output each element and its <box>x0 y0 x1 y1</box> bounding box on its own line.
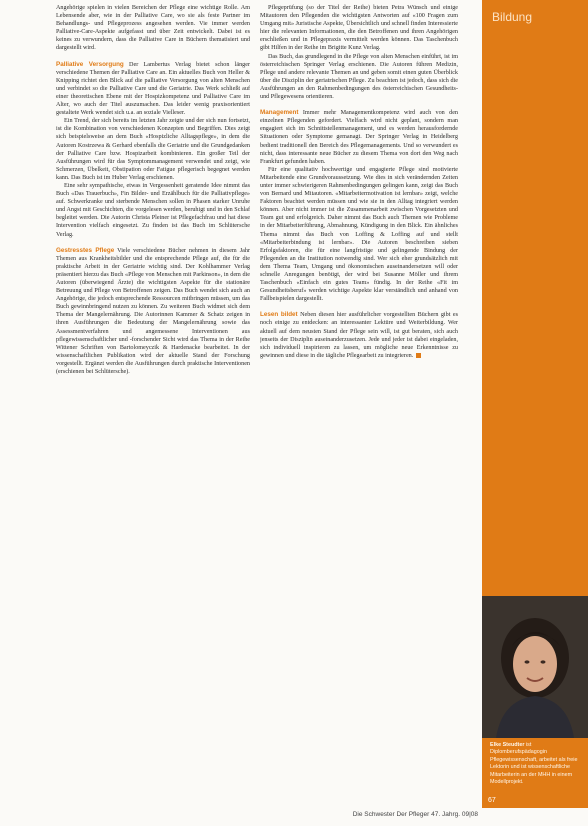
section-reading <box>260 311 458 360</box>
author-portrait <box>482 596 588 738</box>
article-column-left <box>56 4 250 804</box>
portrait-illustration-icon <box>482 596 588 738</box>
article-column-right <box>260 4 458 804</box>
paragraph-reading: Neben diesen hier ausführlicher vorgestellten Büchern gibt es noch einige zu entdecken: an interessanter Lektüre und Weiterbildung. Wer aktuell auf dem neusten Stand der Pflege sein will, ist gut beraten, sich auch jenseits der Disziplin auseinanderzusetzen. Jede und jeder ist dabei eingeladen, sich individuell inspirieren zu lassen, um mögliche neue Erkenntnisse zu gewinnen und diese in die tägliche Pflegearbeit zu integrieren. <box>260 312 458 359</box>
page-number: 67 <box>488 797 496 804</box>
paragraph-austria: Das Buch, das grundlegend in die Pflege von alten Menschen einführt, ist im österreichischen Springer Verlag erschienen. Die Autoren führen Medizin, Pflege und andere relevante Themen an und geben somit einen guten Überblick über die Disziplin der geriatrischen Pflege. Zu beachten ist jedoch, dass sich die Ausführungen an den Rahmenbedingungen des österreichischen Gesundheits- und Pflegewesens orientieren. <box>260 53 458 101</box>
paragraph-palliative: Der Lambertus Verlag bietet schon länger verschiedene Themen der Palliative Care an. Ein aktuelles Buch von Heller & Knipping richtet den Blick auf die palliative Versorgung von alten Menschen und verbindet so die Palliative Care und die Geriatrie. Das Werk schließt auf einer theoretischen Ebene mit der Hospizkompetenz und Palliative Care im Alter, wo auch der Titel auszumachen. Das leider wenig praxisorientiert gestaltete Werk wendet sich u.a. an soziale Vielleser. <box>56 61 250 117</box>
paragraph-trauerbuch: Eine sehr sympathische, etwas in Vergessenheit geratende Idee nimmt das Buch «Das Trauerbuch», Fin Bilder- und Erzählbuch für die Palliativpflege» auf. Schwerkranke und sterbende Menschen sollen in Phasen starker Unruhe und Angst mit Geschichten, die vorgelesen werden, beruhigt und in den Schlaf begleitet werden. Die Autorin Christa Pleiner ist Pflegefachfrau und hat diese Intervention vielfach eingesetzt. Zu finden ist das Buch im Schlütersche Verlag. <box>56 182 250 238</box>
paragraph-legal: Pflegeprüfung (so der Titel der Reihe) bieten Petra Wünsch und einige Mitautoren den Pflegenden die wichtigsten Antworten auf «100 Fragen zum Umgang mit» Juristische Aspekte, Übersichtlich und schnell finden Interessierte hier die relevanten Informationen, die den Betroffenen und ihren Angehörigen erschließen und in Pflegepraxis vermittelt werden können. Das Taschenbuch gibt Hilfen in der Reihe im Brigitte Kunz Verlag. <box>260 5 458 52</box>
paragraph-management: Immer mehr Managementkompetenz wird auch von den einzelnen Pflegenden gefordert. Vielfach wird nicht geplant, sondern man engagiert sich im Schnittstellenmanagement, und es werden herausfordernde Situationen oder Symptome gemanagt. Der Springer Verlag in Heidelberg bedient traditionell den Bereich des Pflegemanagements. Und so verwundert es nicht, dass interessante neue Bücher zu diesem Thema von dort den Weg nach Frankfurt gefunden haben. <box>260 110 458 165</box>
paragraph-geriatric: Viele verschiedene Bücher nehmen in diesem Jahr Themen aus Krankheitsbilder und die entsprechende Pflege auf, die für die praktische Arbeit in der Geriatrie wichtig sind. Der Kohlhammer Verlag präsentiert hierzu das Buch «Pflege von Menschen mit Parkinson», in dem die Autoren (überwiegend Ärzte) die wichtigsten Aspekte für die stationäre Betreuung und Pflege von Betroffenen zeigen. Das Buch wendet sich auch an Angehörige, die jedoch entsprechende Ressourcen mitbringen müssen, um das Buch gewinnbringend nutzen zu können. Zu weiteren Buch widmet sich dem Thema der Mangelernährung. Die Autorinnen Kammer & Schatz zeigen in ihren Ausführungen die Bedeutung der Mangelernährung sowie das Assessmentverfahren und angemessene Interventionen aus pflegewissenschaftlicher und -forschender Sicht wird das Thema in der Reihe Wittener Schriften von Bartolomeyczik & Hardenacke bearbeitet. In der wissenschaftlichen Publikation wird der aktuelle Stand der Forschung vorgestellt. Ergänzt werden die Ausführungen durch praktische Interventionen (erschienen bei Schlütersche). <box>56 247 250 376</box>
end-mark-icon <box>416 353 421 358</box>
keyword-management: Management <box>260 109 299 117</box>
intro-paragraph: Angehörige spielen in vielen Bereichen der Pflege eine wichtige Rolle. Am Lebensende aber, wie in der Palliative Care, wo sie als feste Partner im Behandlungs- und Pflegeprozess angesehen werden. Vie immer werden Palliative-Care-Aspekte aufgefasst und über Zeit entwickelt. Dabei ist es keines zu verwundern, dass die Palliative Care in Büchern thematisiert und dargestellt wird. <box>56 5 250 52</box>
section-title: Bildung <box>492 10 533 24</box>
keyword-palliative: Palliative Versorgung <box>56 60 124 68</box>
section-geriatric-care <box>56 247 250 377</box>
author-caption <box>490 742 582 786</box>
page-footer: Die Schwester Der Pfleger 47. Jahrg. 09|08 <box>352 811 478 818</box>
section-sidebar <box>482 0 588 808</box>
section-palliative <box>56 61 250 118</box>
author-name: Elke Steudter <box>490 742 525 748</box>
author-bio: ist Diplomberufspädagogin Pflegewissenschaft, arbeitet als freie Lektorin und ist wissenschaftliche Mitarbeiterin an der MHH in einem Modellprojekt. <box>490 742 578 786</box>
keyword-geriatric: Gestresstes Pflege <box>56 246 115 254</box>
paragraph-trend: Ein Trend, der sich bereits im letzten Jahr zeigte und der sich nun fortsetzt, ist die Kombination von verschiedenen Konzepten und Begriffen. Dies zeigt sich beispielsweise an dem Buch «Hospizliche Alltagspflege», in dem die Autoren Kostrzewa & Gerhard ebenfalls die Geriatrie und die Grundgedanken der Palliative Care bzw. Hospizarbeit kombinieren. Ein großer Teil der Ausführungen wird für das Symptommanagement verwendet und zeigt, wie Schmerzen, Übelkeit, Obstipation oder Fatigue pflegerisch begegnet werden kann. Das Buch ist im Huber Verlag erschienen. <box>56 118 250 181</box>
keyword-reading: Lesen bildet <box>260 311 298 319</box>
section-management <box>260 109 458 166</box>
paragraph-motivation: Für eine qualitativ hochwertige und engagierte Pflege sind motivierte Mitarbeitende eine Grundvoraussetzung. Wie dies in sich verändernden Zeiten unter immer schwierigeren Rahmenbedingungen gelingen kann, zeigt das Buch von Bernard und Mitautoren. «Mitarbeitermotivation ist lernbar» zeigt, welche Faktoren beachtet werden müssen und wie sie in den Alltag integriert werden können. Aber nicht immer ist die Zusammenarbeit zwischen Vorgesetzten und Team gut und erfolgreich. Daher nimmt das Buch auch Themen wie Probleme in der Mitarbeiterführung, Abmahnung, Kündigung in den Blick. Ein ähnliches Thema nimmt das Buch von Loffing & Loffing auf und stellt «Mitarbeiterbindung ist lernbar». Die Autoren beschreiben sieben Erfolgsfaktoren, die für eine langfristige und gelingende Bindung der Pflegenden an die Institution notwendig sind. Wer sich eher grundsätzlich mit dem Thema Team, Umgang und ökonomischen auseinandersetzen will oder schnelle Anregungen benötigt, der wird bei Susanne Möller und ihrem Taschenbuch «Einfach ein gutes Team» fündig. In der Reihe «Fit im Gesundheitsberuf» werden wichtige Aspekte klar verständlich und anhand von Fallbeispielen dargestellt. <box>260 166 458 303</box>
